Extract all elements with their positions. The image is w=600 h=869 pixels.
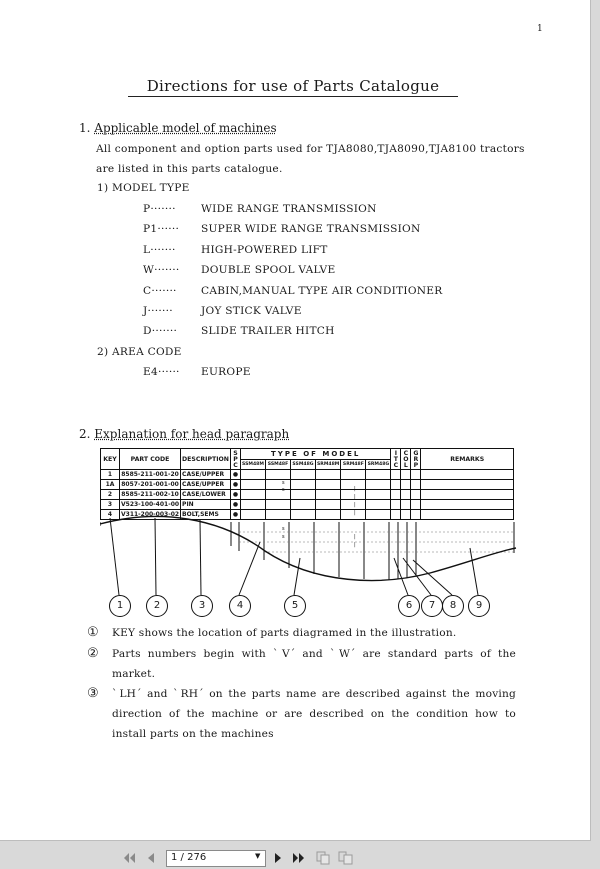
area-code-item [143,366,251,378]
model-desc: CABIN,MANUAL TYPE AIR CONDITIONER [201,285,443,297]
svg-text:s: s [282,480,285,486]
note-3-number: ③ [87,686,99,701]
description-header: DESCRIPTION [181,449,231,470]
figure-lines [100,448,517,618]
section-2-title: Explanation for head paragraph [94,427,290,441]
model-type-item [143,285,442,297]
model-code: W······· [143,264,180,276]
note-3-text: ˋLH´ and ˋRH´ on the parts name are described against the moving direction of the machine or are described on the condition how to install parts on the machines [112,688,516,740]
page-number: 1 [537,24,543,34]
spc-header: SPC [231,450,239,468]
last-page-icon[interactable] [293,853,305,863]
part-code-header: PART CODE [120,449,181,470]
model-header: SRM48M [315,460,340,470]
model-code: L······· [143,244,176,256]
col-header: COL [402,450,410,468]
callout-9: 9 [468,595,490,617]
previous-page-icon[interactable] [147,853,155,863]
spc-cell: ● [230,490,240,500]
note-1-number: ① [87,625,99,640]
callout-1: 1 [109,595,131,617]
key-cell: 3 [101,500,120,510]
chevron-down-icon: ▼ [255,852,261,860]
model-type-item [143,244,328,256]
section-1-title: Applicable model of machines [94,121,277,135]
part-code-cell: V523-100-401-00 [121,501,180,508]
model-code: J······· [143,305,173,317]
svg-text:|: | [354,502,356,508]
model-type-item [143,203,377,215]
callout-2: 2 [146,595,168,617]
model-desc: HIGH-POWERED LIFT [201,244,328,256]
model-desc: DOUBLE SPOOL VALVE [201,264,336,276]
model-type-item [143,305,302,317]
section-1-intro-line-1: All component and option parts used for TJA8080,TJA8090,TJA8100 tractors [96,143,525,155]
model-desc: WIDE RANGE TRANSMISSION [201,203,377,215]
description-cell: CASE/UPPER [181,470,231,480]
model-type-item [143,264,335,276]
model-type-item [143,325,335,337]
viewer-toolbar [0,842,600,869]
page-number-select[interactable] [166,850,266,867]
itc-header: ITC [392,450,400,468]
svg-text:|: | [354,510,356,516]
callout-3: 3 [191,595,213,617]
callout-7: 7 [421,595,443,617]
area-code-heading: 2) AREA CODE [97,346,182,358]
section-1-heading [79,121,277,135]
model-desc: SLIDE TRAILER HITCH [201,325,335,337]
note-1-text: KEY shows the location of parts diagramed in the illustration. [112,627,457,639]
description-cell: BOLT,SEMS [181,510,231,520]
key-cell: 1 [101,470,120,480]
single-page-view-icon[interactable] [316,851,330,865]
svg-text:s: s [282,526,285,532]
spc-cell: ● [230,500,240,510]
model-code: P1······ [143,223,180,235]
model-code: D······· [143,325,178,337]
first-page-icon[interactable] [124,853,136,863]
callout-6: 6 [398,595,420,617]
page-indicator: 1 / 276 [171,852,207,863]
model-header: SSM48G [290,460,315,470]
area-code: E4······ [143,366,180,378]
spc-cell: ● [230,480,240,490]
model-type-item [143,223,421,235]
callout-8: 8 [442,595,464,617]
model-code: C······· [143,285,177,297]
next-page-icon[interactable] [274,853,282,863]
svg-text:s: s [282,487,285,493]
page-title: Directions for use of Parts Catalogue [128,77,458,97]
section-1-intro-line-2: are listed in this parts catalogue. [96,163,283,175]
grp-header: GRP [412,450,420,468]
section-2-heading [79,427,289,441]
svg-text:|: | [354,494,356,500]
model-code: P······· [143,203,176,215]
model-type-heading: 1) MODEL TYPE [97,182,190,194]
svg-text:|: | [354,534,356,540]
model-header: SSM48M [240,460,265,470]
area-desc: EUROPE [201,366,251,378]
model-desc: JOY STICK VALVE [201,305,302,317]
part-code-cell: 8585-211-002-10 [121,491,179,498]
part-code-cell: 8585-211-001-20 [121,471,179,478]
description-cell: CASE/LOWER [181,490,231,500]
key-cell: 2 [101,490,120,500]
note-2-number: ② [87,646,99,661]
description-cell: PIN [181,500,231,510]
section-2-number: 2. [79,427,91,441]
remarks-header: REMARKS [421,449,514,470]
section-1-number: 1. [79,121,91,135]
part-code-cell: 8057-201-001-00 [121,481,179,488]
key-header: KEY [101,449,120,470]
model-desc: SUPER WIDE RANGE TRANSMISSION [201,223,421,235]
head-paragraph-figure [100,448,517,618]
key-cell: 1A [101,480,120,490]
model-header: SSM48F [265,460,290,470]
description-cell: CASE/UPPER [181,480,231,490]
svg-text:|: | [354,542,356,548]
type-of-model-header: TYPE OF MODEL [240,449,390,460]
callout-4: 4 [229,595,251,617]
svg-text:|: | [354,486,356,492]
spc-cell: ● [230,510,240,520]
model-header: SRM48G [366,460,391,470]
callout-5: 5 [284,595,306,617]
two-page-view-icon[interactable] [338,851,354,865]
key-cell: 4 [101,510,120,520]
spc-cell: ● [230,470,240,480]
model-header: SRM48F [341,460,366,470]
svg-text:s: s [282,534,285,540]
part-code-cell: V311-200-003-02 [121,511,180,518]
note-2-text: Parts numbers begin with ˋV´ and ˋW´ are standard parts of the market. [112,648,516,680]
